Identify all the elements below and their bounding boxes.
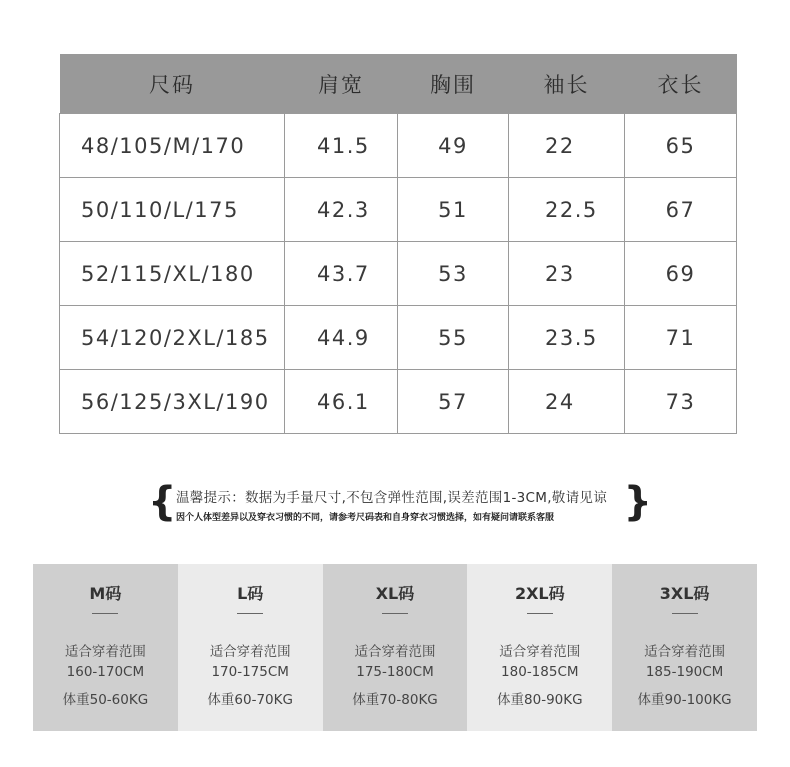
cell-shoulder: 46.1 [285,370,398,434]
cell-size: 48/105/M/170 [60,114,285,178]
size-card-m [33,564,178,731]
cell-chest: 49 [398,114,509,178]
cell-size: 52/115/XL/180 [60,242,285,306]
cell-chest: 55 [398,306,509,370]
cell-shoulder: 43.7 [285,242,398,306]
cell-sleeve: 23 [509,242,625,306]
cell-length: 71 [625,306,737,370]
card-height-range: 170-175CM [211,664,289,680]
card-title: 3XL码 [659,584,710,603]
cell-sleeve: 24 [509,370,625,434]
card-weight-range: 体重70-80KG [352,692,438,708]
left-brace-icon: { [148,479,177,525]
cell-size: 54/120/2XL/185 [60,306,285,370]
cell-chest: 51 [398,178,509,242]
table-header-row [60,54,737,114]
card-height-range: 160-170CM [66,664,145,680]
header-size: 尺码 [60,54,285,114]
card-label: 适合穿着范围 [64,644,146,660]
card-height-range: 175-180CM [356,664,434,680]
header-sleeve-length: 袖长 [509,54,625,114]
cell-sleeve: 22 [509,114,625,178]
card-height-range: 180-185CM [501,664,579,680]
card-height-range: 185-190CM [645,664,724,680]
cell-shoulder: 42.3 [285,178,398,242]
cell-length: 69 [625,242,737,306]
card-weight-range: 体重60-70KG [207,692,293,708]
cell-shoulder: 44.9 [285,306,398,370]
cell-sleeve: 22.5 [509,178,625,242]
card-weight-range: 体重80-90KG [497,692,583,708]
notice-advice-text: 因个人体型差异以及穿衣习惯的不同，请参考尺码表和自身穿衣习惯选择，如有疑问请联系客服 [176,513,555,523]
card-label: 适合穿着范围 [644,644,726,660]
notice-tip-text: 温馨提示：数据为手量尺寸,不包含弹性范围,误差范围1-3CM,敬请见谅 [176,490,607,506]
card-divider [237,613,263,614]
table-row [60,306,737,370]
cell-chest: 53 [398,242,509,306]
card-label: 适合穿着范围 [499,644,581,660]
size-notice [148,479,652,528]
header-body-length: 衣长 [625,54,737,114]
card-title: M码 [89,584,122,603]
cell-sleeve: 23.5 [509,306,625,370]
right-brace-icon: } [623,479,652,525]
size-card-l [178,564,323,731]
card-label: 适合穿着范围 [354,644,436,660]
cell-length: 67 [625,178,737,242]
size-card-2xl [467,564,612,731]
cell-shoulder: 41.5 [285,114,398,178]
header-chest: 胸围 [398,54,509,114]
table-row [60,178,737,242]
card-divider [92,613,118,614]
size-range-cards [33,564,757,731]
cell-size: 50/110/L/175 [60,178,285,242]
card-label: 适合穿着范围 [209,644,291,660]
card-title: 2XL码 [514,584,565,603]
card-weight-range: 体重50-60KG [62,692,149,708]
card-divider [527,613,553,614]
size-card-xl [323,564,468,731]
header-shoulder-width: 肩宽 [285,54,398,114]
table-row [60,370,737,434]
card-divider [672,613,698,614]
card-title: XL码 [375,584,415,603]
cell-size: 56/125/3XL/190 [60,370,285,434]
card-weight-range: 体重90-100KG [637,692,732,708]
card-divider [382,613,408,614]
cell-chest: 57 [398,370,509,434]
cell-length: 65 [625,114,737,178]
size-card-3xl [612,564,757,731]
cell-length: 73 [625,370,737,434]
card-title: L码 [237,584,264,603]
size-chart-table [59,54,737,434]
table-row [60,114,737,178]
table-row [60,242,737,306]
